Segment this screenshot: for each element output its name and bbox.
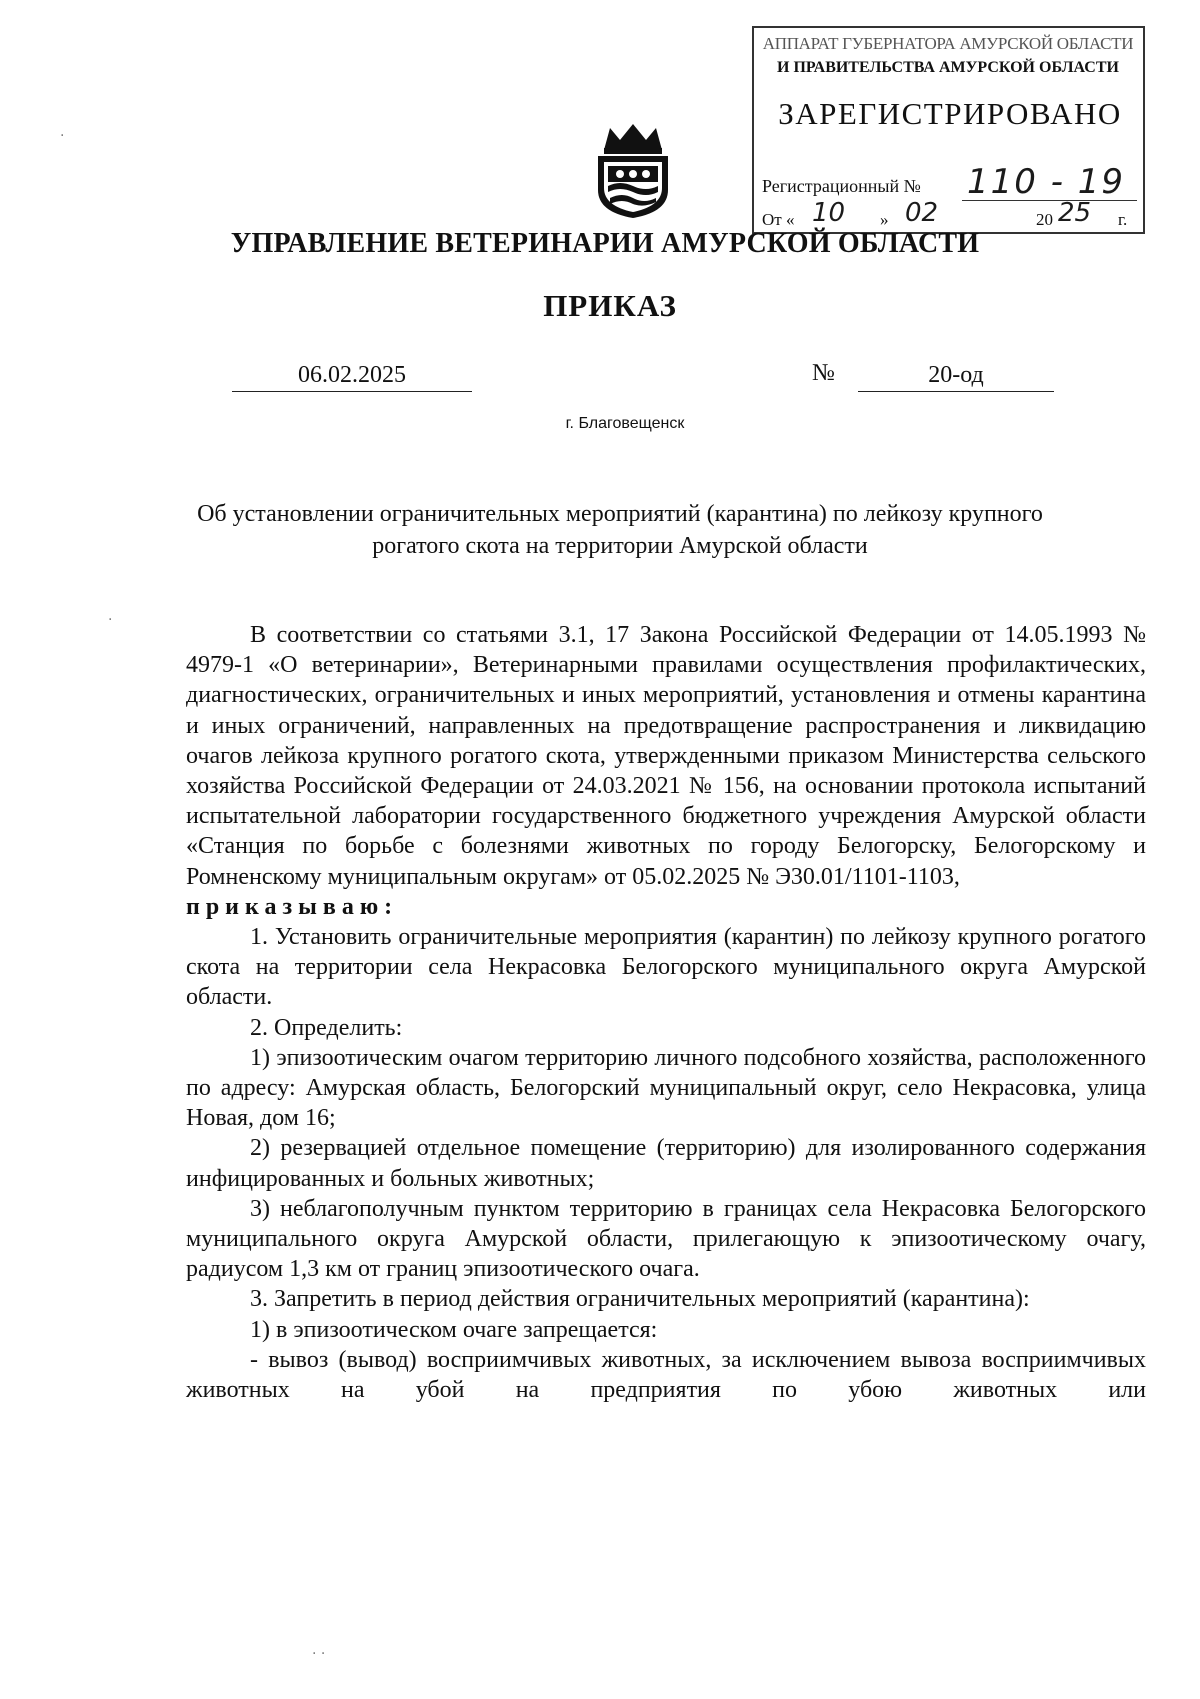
coat-of-arms-icon xyxy=(590,120,676,220)
stamp-date-from: От « xyxy=(762,210,795,229)
paragraph-2-3: 3) неблагополучным пунктом территорию в границах села Некрасовка Белогорского муниципального округа Амурской области, прилегающую к эпизоотическому очагу, радиусом 1,3 км от границ эпизоотического очага. xyxy=(186,1195,1146,1283)
order-body xyxy=(186,620,1146,1405)
scan-speck: · · xyxy=(312,1646,326,1662)
stamp-reg-label: Регистрационный № xyxy=(762,176,921,196)
stamp-reg-number: 110 - 19 xyxy=(967,162,1126,202)
order-date: 06.02.2025 xyxy=(232,362,472,392)
document-type: ПРИКАЗ xyxy=(543,288,677,323)
stamp-year-prefix: 20 xyxy=(1036,210,1053,229)
stamp-line-2: И ПРАВИТЕЛЬСТВА АМУРСКОЙ ОБЛАСТИ xyxy=(777,59,1119,76)
paragraph-2-1: 1) эпизоотическим очагом территорию личного подсобного хозяйства, расположенного по адресу: Амурская область, Белогорский муниципальный округ, село Некрасовка, улица Новая, дом 16; xyxy=(186,1044,1146,1132)
stamp-day: 10 xyxy=(812,198,846,228)
stamp-year-suffix: 25 xyxy=(1058,198,1092,228)
paragraph-3-1: 1) в эпизоотическом очаге запрещается: xyxy=(250,1316,658,1343)
stamp-date-sep: » xyxy=(880,210,889,229)
stamp-month: 02 xyxy=(905,198,939,228)
paragraph-2-2: 2) резервацией отдельное помещение (территорию) для изолированного содержания инфицированных и больных животных; xyxy=(186,1135,1146,1192)
order-word: приказываю: xyxy=(186,893,399,920)
stamp-year-g: г. xyxy=(1118,210,1128,229)
order-number-label: № xyxy=(812,360,835,386)
organization-title: УПРАВЛЕНИЕ ВЕТЕРИНАРИИ АМУРСКОЙ ОБЛАСТИ xyxy=(230,228,980,259)
order-subject: Об установлении ограничительных мероприятий (карантина) по лейкозу крупного рогатого скота на территории Амурской области xyxy=(197,501,1043,559)
paragraph-3-1-a: - вывоз (вывод) восприимчивых животных, за исключением вывоза восприимчивых животных на убой на предприятия по убою животных или xyxy=(186,1346,1146,1404)
stamp-line-1: АППАРАТ ГУБЕРНАТОРА АМУРСКОЙ ОБЛАСТИ xyxy=(762,34,1134,53)
city: г. Благовещенск xyxy=(565,415,685,432)
stamp-status: ЗАРЕГИСТРИРОВАНО xyxy=(778,96,1122,131)
preamble: В соответствии со статьями 3.1, 17 Закона Российской Федерации от 14.05.1993 № 4979-1 «О ветеринарии», Ветеринарными правилами осуществления профилактических, диагностических, ограничительных и иных мероприятий, установления и отмены карантина и иных ограничений, направленных на предотвращение распространения и ликвидацию очагов лейкоза крупного рогатого скота, утвержденными приказом Министерства сельского хозяйства Российской Федерации от 24.03.2021 № 156, на основании протокола испытаний испытательной лаборатории государственного бюджетного учреждения Амурской области «Станция по борьбе с болезнями животных по городу Белогорску, Белогорскому и Ромненскому муниципальным округам» от 05.02.2025 № Э30.01/1101-1103, xyxy=(186,622,1146,890)
paragraph-1: 1. Установить ограничительные мероприятия (карантин) по лейкозу крупного рогатого скота на территории села Некрасовка Белогорского муниципального округа Амурской области. xyxy=(186,924,1146,1011)
scan-speck: · xyxy=(60,128,65,144)
paragraph-2: 2. Определить: xyxy=(250,1014,403,1041)
paragraph-3: 3. Запретить в период действия ограничительных мероприятий (карантина): xyxy=(250,1286,1030,1313)
order-number: 20-од xyxy=(858,362,1054,392)
registration-stamp xyxy=(752,26,1145,234)
scan-speck: · xyxy=(108,612,113,628)
